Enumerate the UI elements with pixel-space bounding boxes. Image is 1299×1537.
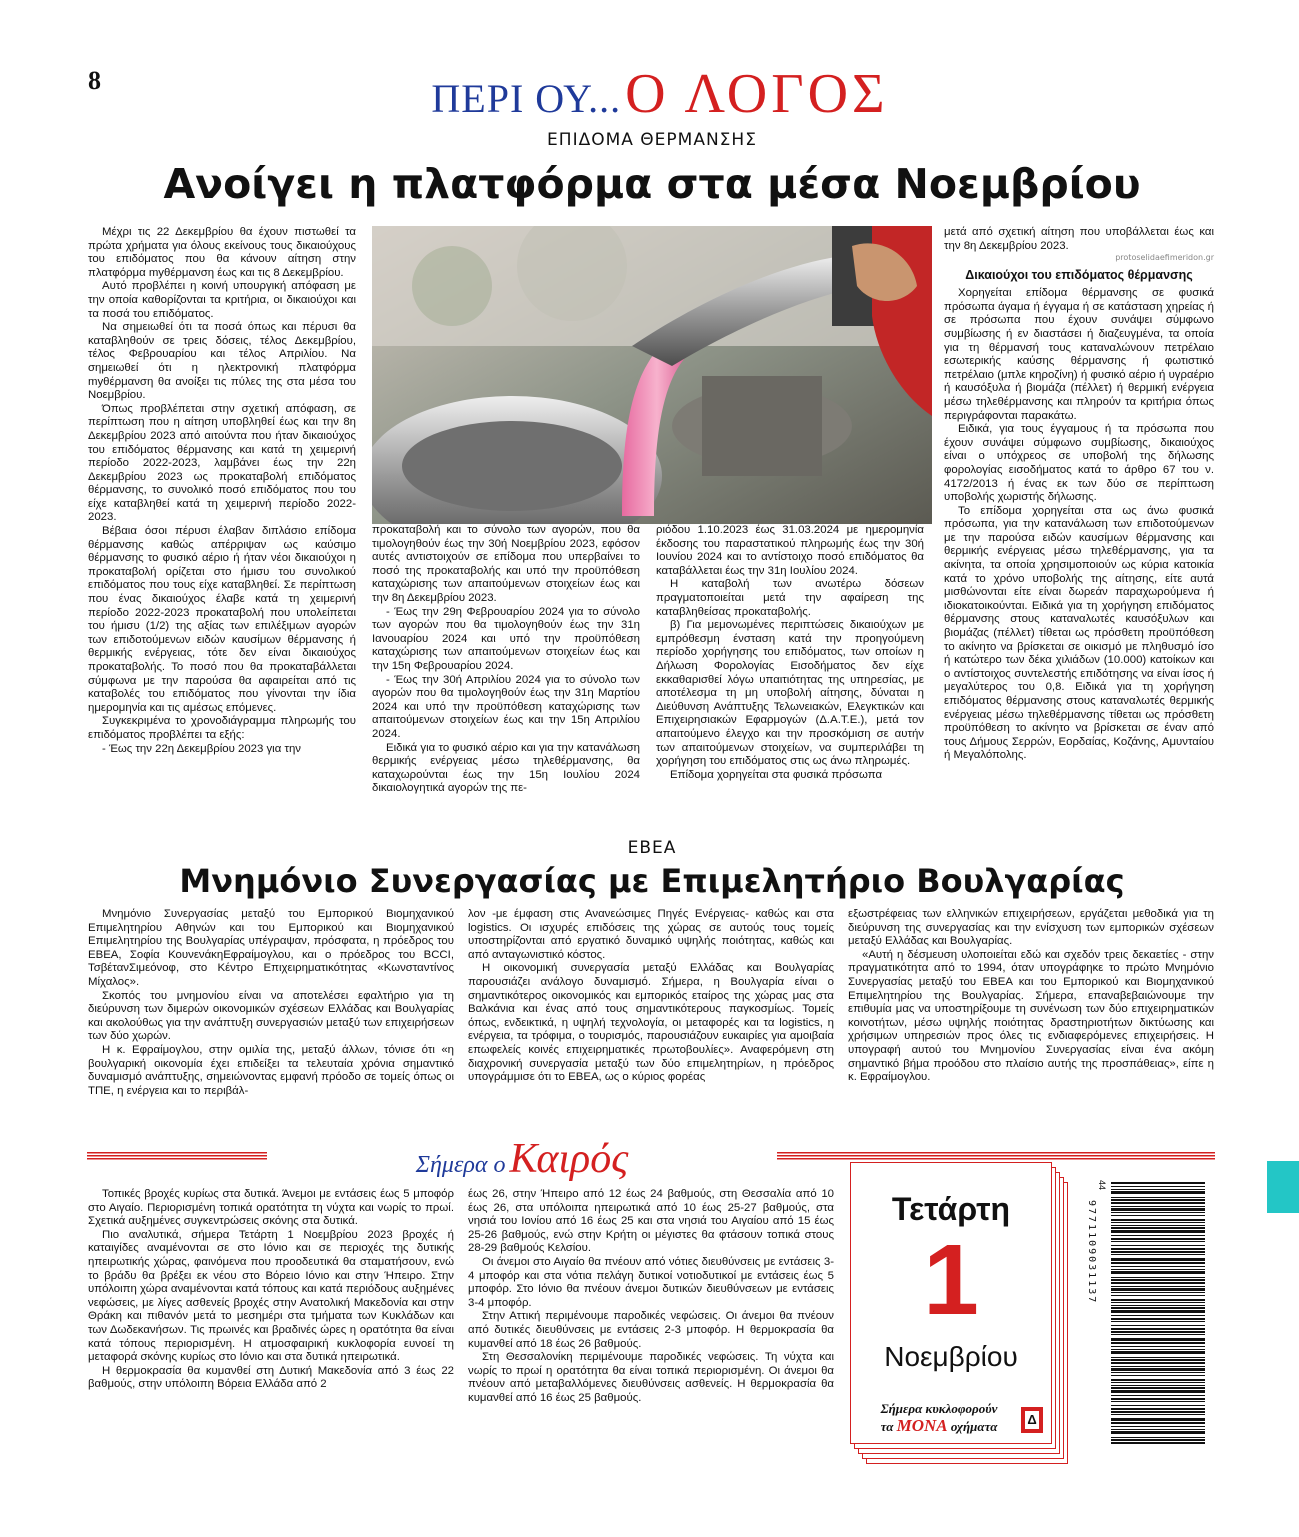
barcode-bar bbox=[1111, 1429, 1205, 1430]
paragraph: προκαταβολή και το σύνολο των αγορών, που θα τιμολογηθούν έως την 30ή Νοεμβρίου 2023, εφόσον αυτές αντιστοιχούν σε επίδομα που υπερβαίνει το ποσό της προκαταβολής και υπό την προϋπόθεση καταχώρισης των απαιτούμενων στοιχείων έως και την 8η Δεκεμβρίου 2023. bbox=[372, 524, 640, 604]
barcode-bar bbox=[1111, 1315, 1205, 1316]
section-subhead: Δικαιούχοι του επιδόματος θέρμανσης bbox=[965, 268, 1193, 283]
page-number: 8 bbox=[88, 66, 101, 95]
barcode-bar bbox=[1111, 1351, 1205, 1354]
barcode-bar bbox=[1111, 1212, 1205, 1213]
traffic-notice-post: οχήματα bbox=[950, 1419, 998, 1434]
fuel-nozzle-photo bbox=[372, 226, 932, 524]
plate-letter-badge bbox=[1021, 1407, 1043, 1433]
paragraph: Στη Θεσσαλονίκη περιμένουμε παροδικές νεφώσεις. Τη νύχτα και νωρίς το πρωί η ορατότητα θα είναι τοπικά περιορισμένη. Οι άνεμοι θα πνέουν από μεταβαλλόμενες διευθύνσεις ασθενείς. Η θερμοκρασία θα κυμανθεί από 16 έως 25 βαθμούς. bbox=[468, 1351, 834, 1404]
barcode-bar bbox=[1111, 1398, 1205, 1400]
barcode-bar bbox=[1111, 1422, 1205, 1424]
barcode-bar bbox=[1111, 1227, 1205, 1229]
article1-headline: Ανοίγει η πλατφόρμα στα μέσα Νοεμβρίου bbox=[163, 160, 1141, 208]
paragraph: ριόδου 1.10.2023 έως 31.03.2024 με ημερομηνία έκδοσης του παραστατικού πληρωμής έως την 30ή Ιουνίου 2024 και το αντίστοιχο ποσό επιδόματος θα καταβάλλεται έως την 31η Ιουλίου 2024. bbox=[656, 524, 924, 577]
barcode-bar bbox=[1111, 1338, 1205, 1341]
barcode-bar bbox=[1111, 1271, 1205, 1274]
calendar-weekday: Τετάρτη bbox=[891, 1191, 1011, 1227]
weather-column-1 bbox=[88, 1188, 454, 1392]
barcode-bar bbox=[1111, 1387, 1205, 1389]
barcode-top-digits: 44 bbox=[1097, 1180, 1107, 1191]
barcode-bar bbox=[1111, 1189, 1205, 1190]
barcode-bar bbox=[1111, 1197, 1205, 1198]
barcode-bar bbox=[1111, 1328, 1205, 1330]
weather-title-small: Σήμερα ο bbox=[415, 1152, 506, 1178]
article2-column-2 bbox=[468, 908, 834, 1085]
barcode-bar bbox=[1111, 1282, 1205, 1284]
paragraph: Βέβαια όσοι πέρυσι έλαβαν διπλάσιο επίδομα θέρμανσης καθώς απέρριψαν ως καύσιμο θέρμανσης το φυσικό αέριο ή ήταν νέοι δικαιούχοι η προκαταβολή ορίζεται στο ήμισυ του συνολικού επιδόματος που τους είχε καταβληθεί. Σε περίπτωση που ένας δικαιούχος έλαβε κατά τη χειμερινή περίοδο 2022-2023 προκαταβολή που υπολείπεται του ήμισυ (1/2) της αξίας των επιλέξιμων αγορών των επιδοτούμενων ειδών καυσίμων θέρμανσης ή θερμικής ενέργειας, τότε δεν είναι δικαιούχος προκαταβολής. Το ποσό που θα προκαταβάλλεται σύμφωνα με την παρούσα θα αφαιρείται από τις καταβολές του επιδόματος που γίνονται την ίδια ημερομηνία και τις αμέσως επόμενες. bbox=[88, 525, 356, 714]
weather-column-2 bbox=[468, 1188, 834, 1406]
masthead-left: ΠΕΡΙ ΟΥ... bbox=[431, 76, 622, 121]
barcode-bar bbox=[1111, 1266, 1205, 1267]
traffic-notice-line1: Σήμερα κυκλοφορούν bbox=[880, 1401, 998, 1416]
barcode-bar bbox=[1111, 1379, 1205, 1381]
paragraph: Στην Αττική περιμένουμε παροδικές νεφώσεις. Οι άνεμοι θα πνέουν από δυτικές διευθύνσεις με εντάσεις 2-3 μποφόρ. Η θερμοκρασία θα κυμανθεί από 18 έως 26 βαθμούς. bbox=[468, 1310, 834, 1350]
calendar-day: 1 bbox=[923, 1224, 979, 1336]
article2-headline: Μνημόνιο Συνεργασίας με Επιμελητήριο Βουλγαρίας bbox=[179, 862, 1125, 900]
masthead-right: Ο ΛΟΓΟΣ bbox=[625, 63, 889, 125]
barcode-bar bbox=[1111, 1307, 1205, 1309]
paragraph: - Έως την 29η Φεβρουαρίου 2024 για το σύνολο των αγορών που θα τιμολογηθούν έως την 31η Ιανουαρίου 2024 και υπό την προϋπόθεση καταχώρισης των απαιτούμενων στοιχείων έως και την 15η Φεβρουαρίου 2024. bbox=[372, 605, 640, 672]
decorative-rule bbox=[777, 1152, 1215, 1161]
paragraph: - Έως την 30ή Απριλίου 2024 για το σύνολο των αγορών που θα τιμολογηθούν έως την 31η Μαρτίου 2024 και υπό την προϋπόθεση καταχώρισης των απαιτούμενων στοιχείων έως και την 15η Απριλίου 2024. bbox=[372, 673, 640, 740]
barcode-bar bbox=[1111, 1254, 1205, 1255]
barcode-bar bbox=[1111, 1248, 1205, 1250]
article1-column-2 bbox=[372, 524, 640, 796]
barcode-bar bbox=[1111, 1334, 1205, 1335]
barcode-bar bbox=[1111, 1238, 1205, 1240]
barcode-bar bbox=[1111, 1230, 1205, 1233]
photo-illustration bbox=[372, 226, 932, 524]
paragraph: έως 26, στην Ήπειρο από 12 έως 24 βαθμούς, στη Θεσσαλία από 10 έως 26, στα υπόλοιπα ηπειρωτικά από 10 έως 25-27 βαθμούς, στα νησιά του Ιονίου από 16 έως 25 και στα νησιά του Αιγαίου από 15 έως 25-26 βαθμούς, ενώ στην Κρήτη οι μέγιστες θα φτάσουν τοπικά στους 28-29 βαθμούς Κελσίου. bbox=[468, 1188, 834, 1255]
barcode-bar bbox=[1111, 1442, 1205, 1444]
paragraph: Οι άνεμοι στο Αιγαίο θα πνέουν από νότιες διευθύνσεις με εντάσεις 3-4 μποφόρ και στα νότια πελάγη δυτικοί νοτιοδυτικοί με εντάσεις έως 5 μποφόρ. Στο Ιόνιο θα πνέουν άνεμοι δυτικών διευθύνσεων με εντάσεις 3-4 μποφόρ. bbox=[468, 1255, 834, 1309]
paragraph: - Έως την 22η Δεκεμβρίου 2023 για την bbox=[102, 742, 301, 755]
barcode-bar bbox=[1111, 1279, 1205, 1281]
article2-column-3 bbox=[848, 908, 1214, 1085]
barcode-bar bbox=[1111, 1245, 1205, 1246]
barcode-bar bbox=[1111, 1206, 1205, 1207]
barcode-bar bbox=[1111, 1251, 1205, 1253]
barcode-bar bbox=[1111, 1385, 1205, 1386]
traffic-notice bbox=[859, 1401, 1019, 1436]
barcode-bar bbox=[1111, 1182, 1205, 1184]
barcode-bar bbox=[1111, 1295, 1205, 1296]
paragraph: Η θερμοκρασία θα κυμανθεί στη Δυτική Μακεδονία από 3 έως 22 βαθμούς, στην υπόλοιπη Βόρεια Ελλάδα από 2 bbox=[88, 1364, 454, 1391]
barcode-bars bbox=[1111, 1180, 1205, 1450]
barcode-bar bbox=[1111, 1408, 1205, 1410]
article2-column-1 bbox=[88, 908, 454, 1098]
barcode-bar bbox=[1111, 1318, 1205, 1320]
weather-title bbox=[282, 1135, 762, 1183]
barcode-bar bbox=[1111, 1331, 1205, 1333]
paragraph: Να σημειωθεί ότι τα ποσά όπως και πέρυσι θα καταβληθούν σε τρεις δόσεις, τέλος Δεκεμβρίου, τέλος Φεβρουαρίου και τέλος Απριλίου. Να σημειωθεί ότι η ηλεκτρονική πλατφόρμα myθέρμανση θα ανοίξει τις πύλες της στα μέσα του Νοεμβρίου. bbox=[88, 321, 356, 402]
barcode-bar bbox=[1111, 1395, 1205, 1396]
barcode-bar bbox=[1111, 1321, 1205, 1322]
barcode-bar bbox=[1111, 1372, 1205, 1373]
barcode-bar bbox=[1111, 1439, 1205, 1441]
paragraph: Όπως προβλέπεται στην σχετική απόφαση, σε περίπτωση που η αίτηση υποβληθεί έως και την 8η Δεκεμβρίου 2023 από αιτούντα που ήταν δικαιούχος του επιδόματος θέρμανσης και κατά τη χειμερινή περίοδο 2022-2023, λαμβάνει έως την 22η Δεκεμβρίου 2023 ως προκαταβολή επιδόματος θέρμανσης, το συνολικό ποσό επιδόματος που του είχε καταβληθεί κατά τη χειμερινή περίοδο 2022-2023. bbox=[88, 402, 356, 524]
barcode-bar bbox=[1111, 1375, 1205, 1376]
barcode-bar bbox=[1111, 1437, 1205, 1438]
calendar-page-front bbox=[850, 1162, 1052, 1444]
barcode-bar bbox=[1111, 1346, 1205, 1347]
paragraph: β) Για μεμονωμένες περιπτώσεις δικαιούχων με εμπρόθεσμη ένσταση κατά την προηγούμενη περίοδο χορήγησης του επιδόματος, των οποίων η Δήλωση Φορολογίας Εισοδήματος δεν είχε εκκαθαρισθεί λόγω υπαιτιότητας της υπηρεσίας, με αποτέλεσμα τη μη υποβολή αίτησης, δύναται η Διεύθυνση Ανάπτυξης Τελωνειακών, Ελεγκτικών και Επιχειρησιακών Εφαρμογών (Δ.Α.Τ.Ε.), μετά τον απαιτούμενο έλεγχο και την προσκόμιση σε αυτήν των απαιτούμενων στοιχείων, να συμπεριλάβει τη χορήγηση του επιδόματος στις ως άνω πληρωμές. bbox=[656, 619, 924, 768]
section-tab bbox=[1267, 1161, 1299, 1213]
barcode-bar bbox=[1111, 1202, 1205, 1204]
barcode-bar bbox=[1111, 1208, 1205, 1211]
paragraph: Η καταβολή των ανωτέρω δόσεων πραγματοποιείται μετά την αφαίρεση της καταβληθείσας προκαταβολής. bbox=[656, 578, 924, 618]
traffic-notice-mona: ΜΟΝΑ bbox=[896, 1416, 948, 1435]
paragraph: Αυτό προβλέπει η κοινή υπουργική απόφαση με την οποία καθορίζονται τα κριτήρια, οι δικαιούχοι και τα ποσά του επιδόματος. bbox=[88, 280, 356, 320]
barcode-bar bbox=[1111, 1382, 1205, 1383]
article1-column-1 bbox=[88, 226, 356, 756]
barcode-bar bbox=[1111, 1191, 1205, 1194]
paragraph: Χορηγείται επίδομα θέρμανσης σε φυσικά πρόσωπα άγαμα ή έγγαμα ή σε κατάσταση χηρείας ή σε πρόσωπα που έχουν συνάψει σύμφωνο συμβίωσης ή εν διαστάσει ή διαζευγμένα, τα οποία για τη θέρμανσή τους καταναλώνουν πετρέλαιο εσωτερικής καύσης θέρμανσης ή φωτιστικό πετρέλαιο (μπλε κηροζίνη) ή φυσικό αέριο ή υγραέριο ή καυσόξυλα ή βιομάζα (πέλλετ) ή θερμική ενέργεια μέσω τηλεθέρμανσης και πληρούν τα κριτήρια όπως περιγράφονται παρακάτω. bbox=[944, 287, 1214, 422]
barcode-bar bbox=[1111, 1405, 1205, 1406]
paragraph: εξωστρέφειας των ελληνικών επιχειρήσεων, εργάζεται μεθοδικά για τη διεύρυνση της συνεργασίας και την ενίσχυση των εμπορικών σχέσεων μεταξύ Ελλάδας και Βουλγαρίας. bbox=[848, 908, 1214, 948]
barcode-bar bbox=[1111, 1357, 1205, 1358]
barcode-bar bbox=[1111, 1262, 1205, 1264]
barcode-digits: 9771109031137 bbox=[1086, 1200, 1097, 1305]
barcode-bar bbox=[1111, 1299, 1205, 1301]
paragraph: Πιο αναλυτικά, σήμερα Τετάρτη 1 Νοεμβρίου 2023 βροχές ή καταιγίδες αναμένονται σε στο Ιόνιο και σε περιοχές της δυτικής ηπειρωτικής χώρας, φαινόμενα που προοδευτικά θα σταματήσουν, ενώ το βράδυ θα βρέξει εκ νέου στο Βόρειο Ιόνιο και στην Ήπειρο. Στην υπόλοιπη χώρα αναμένονται κατά τόπους και κατά περιόδους αυξημένες νεφώσεις, με λίγες ασθενείς βροχές στην Ανατολική Μακεδονία και στην Θράκη και πιθανόν μετά το μεσημέρι στα τμήματα των Κυκλάδων και των Δωδεκανήσων. Τις πρωινές και βραδινές ώρες η ορατότητα θα είναι κατά τόπους περιορισμένη. Η ατμοσφαιρική κυκλοφορία ευνοεί τη μεταφορά σκόνης κυρίως στο Ιόνιο και στα δυτικά ηπειρωτικά. bbox=[88, 1228, 454, 1364]
barcode-bar bbox=[1111, 1310, 1205, 1313]
traffic-notice-pre: τα bbox=[880, 1419, 894, 1434]
barcode-bar bbox=[1111, 1401, 1205, 1402]
barcode-bar bbox=[1111, 1186, 1205, 1187]
barcode-bar bbox=[1111, 1288, 1205, 1291]
barcode-bar bbox=[1111, 1235, 1205, 1236]
barcode-bar bbox=[1111, 1258, 1205, 1261]
plate-letter: Δ bbox=[1025, 1411, 1039, 1429]
barcode-bar bbox=[1111, 1219, 1205, 1221]
barcode bbox=[1085, 1180, 1205, 1450]
barcode-bar bbox=[1111, 1269, 1205, 1270]
barcode-bar bbox=[1111, 1418, 1205, 1421]
paragraph: Ειδικά, για τους έγγαμους ή τα πρόσωπα που έχουν συνάψει σύμφωνο συμβίωσης, δικαιούχος είναι ο υπόχρεος σε υποβολή της δήλωσης φορολογίας εισοδήματος κατά το άρθρο 67 του ν. 4172/2013 ή ένας εκ των δύο σε περίπτωση υποβολής χωριστής δήλωσης. bbox=[944, 423, 1214, 504]
paragraph: Σκοπός του μνημονίου είναι να αποτελέσει εφαλτήριο για τη διεύρυνση των διμερών οικονομικών σχέσεων Ελλάδας και Βουλγαρίας και ακολούθως για την ανάπτυξη συνεργασιών μεταξύ των επιχειρήσεων των δύο χωρών. bbox=[88, 989, 454, 1043]
paragraph: Μνημόνιο Συνεργασίας μεταξύ του Εμπορικού Βιομηχανικού Επιμελητηρίου Αθηνών και του Εμπορικού και Βιομηχανικού Επιμελητηρίου της Βουλγαρίας υπέγραψαν, πρόσφατα, η πρόεδρος του ΕΒΕΑ, Σοφία ΚουνενάκηΕφραίμογλου, και ο πρόεδρος του BCCI, ΤσβέτανΣιμεόνοφ, στο Κέντρο Επιχειρηματικότητας «Κωνσταντίνος Μίχαλος». bbox=[88, 908, 454, 988]
barcode-bar bbox=[1111, 1411, 1205, 1413]
barcode-bar bbox=[1111, 1362, 1205, 1364]
article1-column-4 bbox=[944, 226, 1214, 763]
barcode-bar bbox=[1111, 1286, 1205, 1287]
barcode-bar bbox=[1111, 1366, 1205, 1367]
barcode-bar bbox=[1111, 1325, 1205, 1326]
paragraph: Μέχρι τις 22 Δεκεμβρίου θα έχουν πιστωθεί τα πρώτα χρήματα για όλους εκείνους τους δικαιούχους του επιδόματος που θα κάνουν αίτηση στην πλατφόρμα myθέρμανση έως και τις 8 Δεκεμβρίου. bbox=[88, 226, 356, 279]
barcode-bar bbox=[1111, 1241, 1205, 1242]
date-calendar bbox=[850, 1162, 1066, 1462]
paragraph: λον -με έμφαση στις Ανανεώσιμες Πηγές Ενέργειας- καθώς και στα logistics. Οι ισχυρές επιδόσεις της χώρας σε αυτούς τους τομείς υποστηρίζονται από εργατικό δυναμικό υψηλής ποιότητας, καθώς και από ανταγωνιστικό κόστος. bbox=[468, 908, 834, 961]
paragraph: Η κ. Εφραίμογλου, στην ομιλία της, μεταξύ άλλων, τόνισε ότι «η βουλγαρική οικονομία έχει επιδείξει τα τελευταία χρόνια σημαντικό δυναμισμό ανάπτυξης, σημειώνοντας εμφανή πρόοδο σε τομείς όπως οι ΤΠΕ, η ενέργεια και το περιβάλ- bbox=[88, 1043, 454, 1097]
barcode-bar bbox=[1111, 1342, 1205, 1344]
barcode-bar bbox=[1111, 1414, 1205, 1415]
barcode-bar bbox=[1111, 1368, 1205, 1371]
barcode-bar bbox=[1111, 1426, 1205, 1427]
barcode-bar bbox=[1111, 1349, 1205, 1350]
paragraph: Η οικονομική συνεργασία μεταξύ Ελλάδας και Βουλγαρίας παρουσιάζει ανάλογο δυναμισμό. Σήμερα, η Βουλγαρία είναι ο σημαντικότερος οικονομικός και εμπορικός εταίρος της χώρας μας στα Βαλκάνια και ένας από τους σημαντικότερους παγκοσμίως. Τομείς όπως, ενδεικτικά, η υψηλή τεχνολογία, οι μεταφορές και τα logistics, η ενέργεια, τα τρόφιμα, ο τουρισμός, παρουσιάζουν ευκαιρίες για αμοιβαία επωφελείς κοινές επιχειρηματικές πρωτοβουλίες». Αναφερόμενη στη διαχρονική συνεργασία μεταξύ των δύο επιμελητηρίων, η πρόεδρος υπογράμμισε ότι το ΕΒΕΑ, ως ο κύριος φορέας bbox=[468, 962, 834, 1084]
barcode-bar bbox=[1111, 1359, 1205, 1361]
paragraph: Επίδομα χορηγείται στα φυσικά πρόσωπα bbox=[670, 768, 883, 781]
barcode-bar bbox=[1111, 1390, 1205, 1393]
paragraph: «Αυτή η δέσμευση υλοποιείται εδώ και σχεδόν τρεις δεκαετίες - στην πραγματικότητα από το 1994, όταν υπογράφηκε το πρώτο Μνημόνιο Συνεργασίας μεταξύ του ΕΒΕΑ και του Εμπορικού και Βιομηχανικού Επιμελητηρίου της Βουλγαρίας. Σήμερα, επαναβεβαιώνουμε την επιθυμία μας να υποστηρίξουμε τη συνένωση των δύο επιχειρηματικών κοινοτήτων, μέσω υψηλής ποιότητας δραστηριοτήτων δικτύωσης και χρήσιμων υπηρεσιών προς όλες τις ενδιαφερόμενες επιχειρήσεις. Η υπογραφή αυτού του Μνημονίου Συνεργασίας είναι ένα ακόμη σημαντικό βήμα προόδου στο πλαίσιο αυτής της προσπάθειας», είπε η κ. Εφραίμογλου. bbox=[848, 948, 1214, 1084]
barcode-bar bbox=[1111, 1277, 1205, 1278]
barcode-bar bbox=[1111, 1225, 1205, 1226]
barcode-bar bbox=[1111, 1215, 1205, 1216]
barcode-bar bbox=[1111, 1305, 1205, 1306]
article1-column-3 bbox=[656, 524, 924, 782]
barcode-bar bbox=[1111, 1199, 1205, 1201]
barcode-bar bbox=[1111, 1292, 1205, 1293]
barcode-bar bbox=[1111, 1431, 1205, 1434]
paragraph: μετά από σχετική αίτηση που υποβάλλεται έως και την 8η Δεκεμβρίου 2023. bbox=[944, 226, 1214, 252]
calendar-month: Νοεμβρίου bbox=[884, 1341, 1018, 1372]
decorative-rule bbox=[87, 1152, 267, 1161]
paragraph: Ειδικά για το φυσικό αέριο και για την κατανάλωση θερμικής ενέργειας μέσω τηλεθέρμανσης, θα καταχωρούνται έως την 15η Ιουλίου 2024 δικαιολογητικά αγορών της πε- bbox=[372, 741, 640, 795]
paragraph: Τοπικές βροχές κυρίως στα δυτικά. Άνεμοι με εντάσεις έως 5 μποφόρ στο Αιγαίο. Περιορισμένη τοπικά ορατότητα τη νύχτα και νωρίς το πρωί. Σχετικά αυξημένες συγκεντρώσεις σκόνης στα δυτικά. bbox=[88, 1188, 454, 1228]
paragraph: Συγκεκριμένα το χρονοδιάγραμμα πληρωμής του επιδόματος προβλέπει τα εξής: bbox=[88, 715, 356, 741]
weather-title-big: Καιρός bbox=[509, 1136, 629, 1182]
article2-kicker: ΕΒΕΑ bbox=[627, 838, 677, 858]
barcode-bar bbox=[1111, 1302, 1205, 1303]
paragraph: Το επίδομα χορηγείται στα ως άνω φυσικά πρόσωπα, για την κατανάλωση των επιδοτούμενων με την παρούσα ειδών καυσίμων θέρμανσης και θερμικής ενέργειας μέσω τηλεθέρμανσης, για τα ακίνητα, τα οποία χρησιμοποιούν ως κύρια κατοικία κατά το χρόνο υποβολής της αίτησης, είτε αυτά μισθώνονται είτε είναι δωρεάν παραχωρούμενα ή ιδιοκατοικούνται. Ειδικά για τη χορήγηση επιδόματος θέρμανσης στους καταναλωτές καυσόξυλων και βιομάζας (πέλλετ) τίθεται ως πρόσθετη προϋπόθεση το ακίνητο να βρίσκεται σε οικισμό με πληθυσμό ίσο ή κατώτερο των δέκα χιλιάδων (10.000) κατοίκων και ο αντίστοιχος συντελεστής επιδότησης να είναι ίσος ή μεγαλύτερος του 0,8. Ειδικά για τη χορήγηση επιδόματος θέρμανσης στους καταναλωτές θερμικής ενέργειας μέσω τηλεθέρμανσης τίθεται ως πρόσθετη προϋπόθεση το ακίνητο να βρίσκεται σε έναν από τους Δήμους Σερρών, Εορδαίας, Κοζάνης, Αμυνταίου ή Μεγαλόπολης. bbox=[944, 504, 1214, 762]
article1-kicker: ΕΠΙΔΟΜΑ ΘΕΡΜΑΝΣΗΣ bbox=[547, 130, 757, 150]
watermark: protoselidaefimeridon.gr bbox=[1115, 253, 1214, 263]
barcode-bar bbox=[1111, 1222, 1205, 1223]
masthead bbox=[340, 62, 980, 126]
